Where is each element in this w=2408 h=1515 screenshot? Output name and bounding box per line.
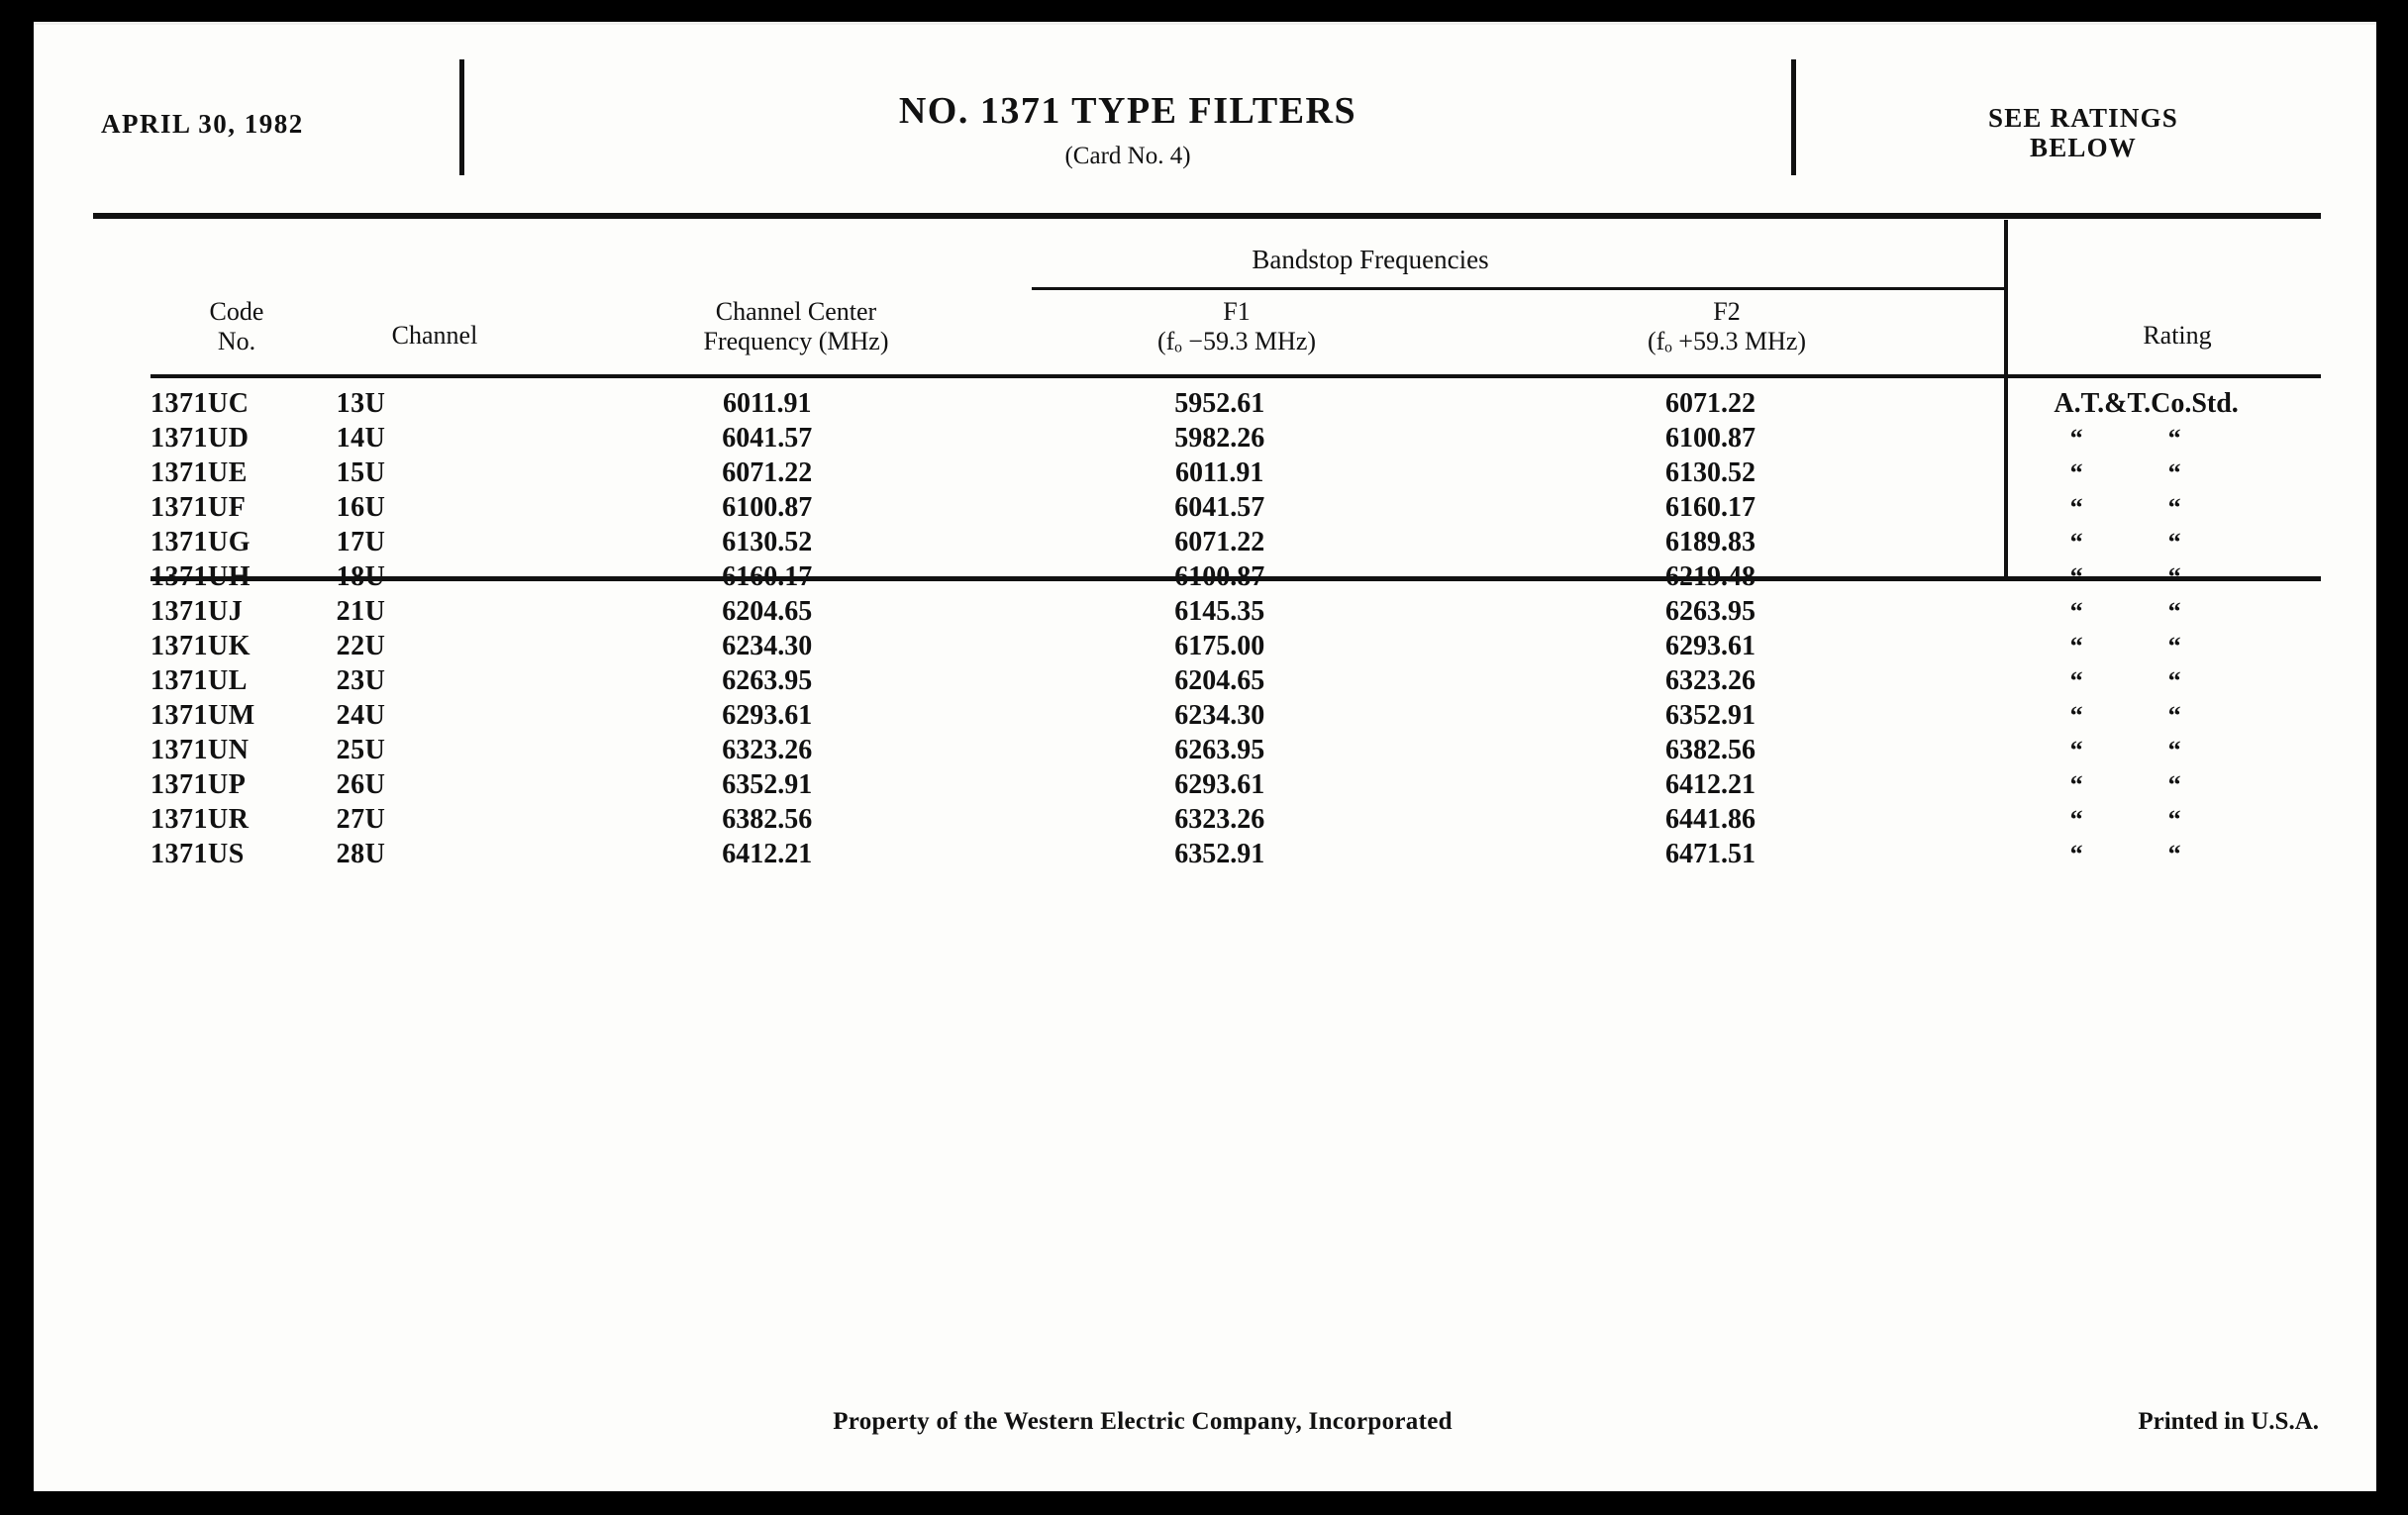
cell-f1: 6175.00 bbox=[1174, 631, 1265, 661]
cell-rating: ““ bbox=[2069, 597, 2266, 626]
cell-channel: 27U bbox=[336, 804, 386, 835]
cell-rating: ““ bbox=[2069, 493, 2266, 522]
cell-channel: 15U bbox=[336, 457, 386, 488]
table-row bbox=[150, 629, 2321, 663]
table-row bbox=[150, 421, 2321, 455]
column-header-f2: F2 (fₒ +59.3 MHz) bbox=[1647, 297, 1807, 355]
cell-rating: ““ bbox=[2069, 458, 2266, 487]
cell-code: 1371UJ bbox=[150, 596, 244, 627]
cell-rating: ““ bbox=[2069, 424, 2266, 453]
cell-center-frequency: 6041.57 bbox=[722, 423, 813, 454]
cell-center-frequency: 6234.30 bbox=[722, 631, 813, 661]
table-bottom-rule bbox=[150, 576, 2321, 581]
cell-rating: ““ bbox=[2069, 632, 2266, 660]
column-header-rating: Rating bbox=[2143, 321, 2212, 350]
column-header-code: Code No. bbox=[209, 297, 264, 355]
cell-center-frequency: 6352.91 bbox=[722, 769, 813, 800]
catalog-card bbox=[34, 22, 2376, 1491]
ratings-note: SEE RATINGS BELOW bbox=[1987, 103, 2178, 163]
column-header-f1: F1 (fₒ −59.3 MHz) bbox=[1156, 297, 1317, 355]
issue-date: APRIL 30, 1982 bbox=[101, 109, 304, 139]
table-row bbox=[150, 767, 2321, 802]
card-content bbox=[34, 22, 2376, 1491]
cell-rating: ““ bbox=[2069, 701, 2266, 730]
cell-center-frequency: 6071.22 bbox=[722, 457, 813, 488]
cell-rating: ““ bbox=[2069, 770, 2266, 799]
cell-code: 1371UM bbox=[150, 700, 255, 731]
cell-f1: 6204.65 bbox=[1174, 665, 1265, 696]
cell-rating: ““ bbox=[2069, 840, 2266, 868]
cell-center-frequency: 6263.95 bbox=[722, 665, 813, 696]
cell-code: 1371US bbox=[150, 839, 245, 869]
cell-center-frequency: 6011.91 bbox=[723, 388, 812, 419]
cell-code: 1371UL bbox=[150, 665, 248, 696]
cell-channel: 21U bbox=[336, 596, 386, 627]
card-title: NO. 1371 TYPE FILTERS bbox=[898, 90, 1357, 132]
cell-rating: ““ bbox=[2069, 666, 2266, 695]
cell-f2: 6160.17 bbox=[1664, 492, 1756, 523]
cell-f2: 6441.86 bbox=[1664, 804, 1756, 835]
cell-channel: 13U bbox=[336, 388, 386, 419]
footer-printed-notice: Printed in U.S.A. bbox=[2138, 1408, 2319, 1435]
cell-channel: 16U bbox=[336, 492, 386, 523]
table-row bbox=[150, 594, 2321, 629]
cell-channel: 28U bbox=[336, 839, 386, 869]
cell-center-frequency: 6100.87 bbox=[722, 492, 813, 523]
cell-f1: 6071.22 bbox=[1174, 527, 1265, 557]
cell-f2: 6352.91 bbox=[1664, 700, 1756, 731]
cell-f1: 5982.26 bbox=[1174, 423, 1265, 454]
bandstop-group-header: Bandstop Frequencies bbox=[1252, 245, 1489, 274]
cell-f2: 6130.52 bbox=[1664, 457, 1756, 488]
column-header-channel: Channel bbox=[391, 321, 478, 350]
table-row bbox=[150, 455, 2321, 490]
footer-property-notice: Property of the Western Electric Company, Incorporated bbox=[833, 1408, 1453, 1435]
table-row bbox=[150, 490, 2321, 525]
cell-center-frequency: 6130.52 bbox=[722, 527, 813, 557]
cell-f2: 6323.26 bbox=[1664, 665, 1756, 696]
cell-code: 1371UR bbox=[150, 804, 250, 835]
cell-rating: A.T.&T.Co.Std. bbox=[2054, 388, 2239, 419]
cell-rating: ““ bbox=[2069, 736, 2266, 764]
table-header-rule bbox=[150, 374, 2321, 378]
cell-f2: 6189.83 bbox=[1664, 527, 1756, 557]
cell-code: 1371UD bbox=[150, 423, 250, 454]
cell-f1: 6293.61 bbox=[1174, 769, 1265, 800]
cell-code: 1371UG bbox=[150, 527, 251, 557]
cell-channel: 25U bbox=[336, 735, 386, 765]
cell-f1: 6352.91 bbox=[1174, 839, 1265, 869]
cell-f2: 6412.21 bbox=[1664, 769, 1756, 800]
cell-f1: 6041.57 bbox=[1174, 492, 1265, 523]
cell-channel: 23U bbox=[336, 665, 386, 696]
cell-center-frequency: 6412.21 bbox=[722, 839, 813, 869]
table-body bbox=[150, 386, 2321, 871]
cell-f1: 5952.61 bbox=[1174, 388, 1265, 419]
table-row bbox=[150, 802, 2321, 837]
cell-channel: 14U bbox=[336, 423, 386, 454]
cell-channel: 24U bbox=[336, 700, 386, 731]
cell-f2: 6263.95 bbox=[1664, 596, 1756, 627]
cell-f2: 6100.87 bbox=[1664, 423, 1756, 454]
table-row bbox=[150, 733, 2321, 767]
cell-code: 1371UK bbox=[150, 631, 251, 661]
cell-rating: ““ bbox=[2069, 805, 2266, 834]
bandstop-group-rule bbox=[1032, 287, 2004, 290]
table-row bbox=[150, 837, 2321, 871]
cell-channel: 17U bbox=[336, 527, 386, 557]
filter-data-table bbox=[150, 386, 2321, 871]
cell-code: 1371UE bbox=[150, 457, 248, 488]
table-row bbox=[150, 663, 2321, 698]
header-divider-right bbox=[1791, 59, 1796, 175]
header-rule bbox=[93, 213, 2321, 219]
cell-center-frequency: 6382.56 bbox=[722, 804, 813, 835]
cell-channel: 26U bbox=[336, 769, 386, 800]
cell-f1: 6263.95 bbox=[1174, 735, 1265, 765]
table-row bbox=[150, 386, 2321, 421]
cell-f1: 6323.26 bbox=[1174, 804, 1265, 835]
cell-center-frequency: 6293.61 bbox=[722, 700, 813, 731]
cell-f2: 6293.61 bbox=[1664, 631, 1756, 661]
cell-f1: 6145.35 bbox=[1174, 596, 1265, 627]
cell-f2: 6471.51 bbox=[1664, 839, 1756, 869]
cell-rating: ““ bbox=[2069, 528, 2266, 556]
cell-f2: 6382.56 bbox=[1664, 735, 1756, 765]
cell-center-frequency: 6204.65 bbox=[722, 596, 813, 627]
cell-code: 1371UF bbox=[150, 492, 247, 523]
card-header bbox=[34, 22, 2376, 170]
table-row bbox=[150, 525, 2321, 559]
cell-f1: 6234.30 bbox=[1174, 700, 1265, 731]
cell-f2: 6071.22 bbox=[1664, 388, 1756, 419]
cell-f1: 6011.91 bbox=[1174, 457, 1264, 488]
cell-code: 1371UC bbox=[150, 388, 250, 419]
card-subtitle: (Card No. 4) bbox=[1064, 143, 1191, 169]
column-header-center-frequency: Channel Center Frequency (MHz) bbox=[703, 297, 889, 355]
cell-channel: 22U bbox=[336, 631, 386, 661]
table-row bbox=[150, 698, 2321, 733]
cell-code: 1371UN bbox=[150, 735, 250, 765]
cell-center-frequency: 6323.26 bbox=[722, 735, 813, 765]
cell-code: 1371UP bbox=[150, 769, 247, 800]
